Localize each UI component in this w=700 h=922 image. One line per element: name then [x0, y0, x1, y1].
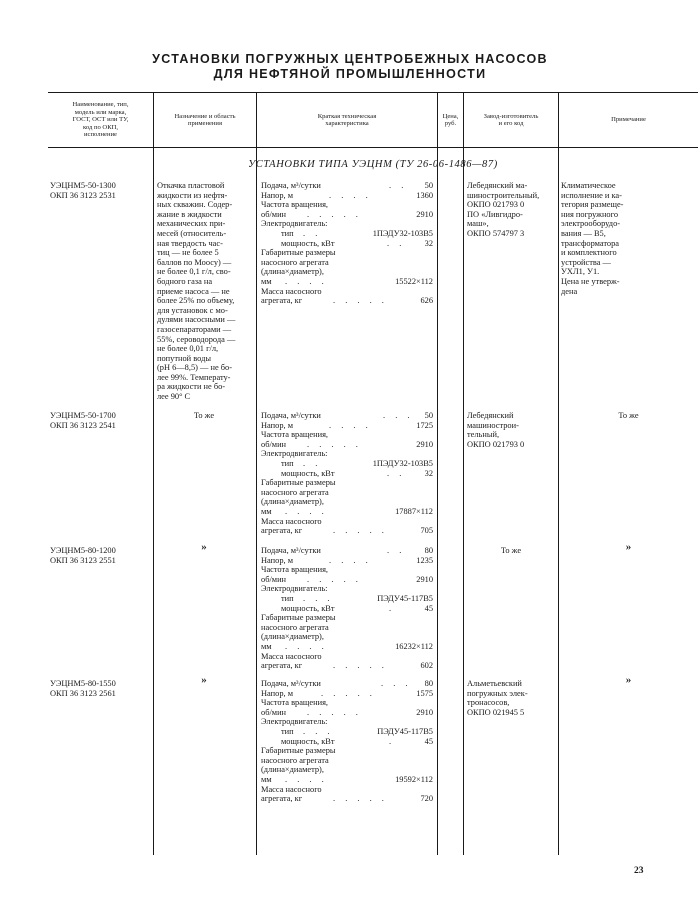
- spec-label-dims: (длина×диаметр),: [261, 632, 324, 642]
- column-divider-4: [463, 92, 464, 855]
- note-line: исполнение и ка-: [561, 190, 622, 200]
- product-okp: ОКП 36 3123 2541: [50, 420, 116, 430]
- header-note: [559, 98, 698, 142]
- header-note-line: Примечание: [611, 116, 646, 124]
- row4-purpose: [157, 676, 251, 686]
- header-spec: [257, 98, 437, 142]
- maker-line: Лебедянский ма-: [467, 181, 528, 190]
- spec-label-power: мощность, кВт: [281, 238, 335, 248]
- purpose-line: жание в жидкости: [157, 209, 222, 219]
- row1-name: [50, 181, 150, 200]
- spec-label-dims: насосного агрегата: [261, 755, 329, 765]
- spec-motor-type-value: 1ПЭДУ32-103В5: [372, 458, 433, 468]
- purpose-line: ра жидкости не бо-: [157, 382, 226, 392]
- spec-label-motor: Электродвигатель:: [261, 717, 328, 727]
- spec-mass-value: 602: [420, 661, 433, 671]
- row3-note: [559, 543, 698, 553]
- spec-label-dims: (длина×диаметр),: [261, 765, 324, 775]
- spec-mass-value: 705: [420, 526, 433, 536]
- header-name-line: модель или марка,: [74, 108, 127, 116]
- header-name-line: Наименование, тип,: [72, 101, 129, 109]
- spec-label-type: тип: [281, 593, 294, 603]
- spec-label-motor: Электродвигатель:: [261, 219, 328, 229]
- note-ditto: »: [625, 674, 632, 686]
- purpose-line: попутной воды: [157, 353, 211, 363]
- note-ditto: »: [625, 541, 632, 553]
- spec-speed-value: 2910: [416, 707, 433, 717]
- note-line: электрооборудо-: [561, 219, 621, 229]
- spec-label-dims: (длина×диаметр),: [261, 497, 324, 507]
- maker-line: машинострои-: [467, 420, 519, 430]
- spec-flow-value: 80: [424, 546, 433, 555]
- header-name-line: исполнение: [84, 131, 117, 139]
- spec-motor-type-value: ПЭДУ45-117В5: [377, 726, 433, 736]
- spec-label-mass: Масса насосного: [261, 516, 322, 526]
- row1-note: [561, 181, 661, 296]
- header-purpose: [154, 98, 256, 142]
- spec-label-flow: Подача, м³/сутки: [261, 411, 321, 420]
- purpose-line: более 25% по объему,: [157, 296, 235, 306]
- spec-label-mass: агрегата, кг: [261, 661, 303, 671]
- spec-power-value: 32: [424, 238, 433, 248]
- maker-line: ОКПО 021945 5: [467, 707, 525, 717]
- spec-label-speed: Частота вращения,: [261, 698, 329, 708]
- maker-line: маш»,: [467, 219, 489, 229]
- spec-motor-type-value: ПЭДУ45-117В5: [377, 593, 433, 603]
- row4-spec: Подача, м³/сутки . . . 80 Напор, м . . . . . 1575 Частота вращения, об/мин . . . . . 2910 Электродвигатель: тип . . . ПЭДУ45-117В5 мощность, кВт . 45 Габаритные размеры насосного агрегата (длина×диаметр), мм . . . . 19592×112 Масса насосного агрегата, кг . . . . . 720: [261, 679, 433, 804]
- spec-head-value: 1575: [416, 688, 433, 698]
- spec-label-head: Напор, м: [261, 688, 293, 698]
- spec-label-mass: Масса насосного: [261, 784, 322, 794]
- spec-label-speed-unit: об/мин: [261, 707, 287, 717]
- purpose-line: тиц — не более 5: [157, 248, 219, 258]
- row1-maker: [467, 181, 555, 239]
- spec-label-power: мощность, кВт: [281, 468, 335, 478]
- page-title-line1: УСТАНОВКИ ПОГРУЖНЫХ ЦЕНТРОБЕЖНЫХ НАСОСОВ: [152, 52, 548, 66]
- note-line: тегория размеще-: [561, 200, 624, 210]
- row2-maker: [467, 411, 555, 449]
- purpose-line: не более 0,01 г/л,: [157, 344, 219, 354]
- row3-maker: [464, 546, 558, 556]
- page-title-line2: ДЛЯ НЕФТЯНОЙ ПРОМЫШЛЕННОСТИ: [213, 67, 487, 81]
- spec-label-speed-unit: об/мин: [261, 574, 287, 584]
- spec-label-flow: Подача, м³/сутки: [261, 679, 321, 688]
- spec-flow-value: 80: [424, 679, 433, 688]
- purpose-line: лее 90° С: [157, 392, 191, 402]
- maker-line: ПО «Ливгидро-: [467, 209, 523, 219]
- row2-note: [559, 411, 698, 421]
- header-price-line: Цена,: [442, 112, 459, 120]
- spec-label-mass: агрегата, кг: [261, 794, 303, 804]
- row4-note: [559, 676, 698, 686]
- spec-label-flow: Подача, м³/сутки: [261, 546, 321, 555]
- note-line: трансформатора: [561, 238, 620, 248]
- spec-label-head: Напор, м: [261, 555, 293, 565]
- maker-line: Альметьевский: [467, 679, 522, 688]
- spec-label-head: Напор, м: [261, 190, 293, 200]
- row1-purpose: [157, 181, 251, 402]
- row2-spec: Подача, м³/сутки . . . 50 Напор, м . . . . 1725 Частота вращения, об/мин . . . . . 2910 Электродвигатель: тип . . 1ПЭДУ32-103В5 мощность, кВт . . 32 Габаритные размеры насосного агрегата (длина×диаметр), мм . . . . 17887×112 Масса насосного агрегата, кг . . . . . 705: [261, 411, 433, 536]
- purpose-line: ная твердость час-: [157, 238, 223, 248]
- spec-label-motor: Электродвигатель:: [261, 449, 328, 459]
- spec-power-value: 45: [424, 603, 433, 613]
- spec-label-dims: насосного агрегата: [261, 257, 329, 267]
- purpose-line: для установок с мо-: [157, 305, 228, 315]
- note-line: устройства —: [561, 257, 611, 267]
- spec-label-mass: Масса насосного: [261, 651, 322, 661]
- column-divider-5: [558, 92, 559, 855]
- row2-name: [50, 411, 150, 430]
- header-name: [48, 98, 153, 142]
- maker-line: тельный,: [467, 430, 500, 440]
- spec-mass-value: 626: [420, 296, 433, 306]
- page-number: 23: [634, 866, 644, 876]
- maker-line: шиностроительный,: [467, 190, 540, 200]
- note-line: вания — В5,: [561, 228, 606, 238]
- section-title: УСТАНОВКИ ТИПА УЭЦНМ (ТУ 26-06-1486—87): [248, 159, 498, 170]
- purpose-line: не более 0,1 г/л, сво-: [157, 267, 231, 277]
- spec-label-motor: Электродвигатель:: [261, 584, 328, 594]
- purpose-line: дулями насосными —: [157, 315, 236, 325]
- header-maker-line: Завод-изготовитель: [483, 112, 539, 120]
- spec-label-dims: Габаритные размеры: [261, 248, 336, 258]
- maker-line: ОКПО 021793 0: [467, 439, 525, 449]
- spec-label-dims-unit: мм: [261, 276, 272, 286]
- spec-label-dims: Габаритные размеры: [261, 746, 336, 756]
- spec-label-flow: Подача, м³/сутки: [261, 181, 321, 190]
- spec-label-speed-unit: об/мин: [261, 439, 287, 449]
- header-purpose-line: Назначение и область: [174, 112, 236, 120]
- purpose-line: 55%, сероводорода —: [157, 334, 236, 344]
- header-spec-line: характеристика: [325, 120, 369, 127]
- spec-label-power: мощность, кВт: [281, 603, 335, 613]
- purpose-line: лее 99%. Температу-: [157, 372, 231, 382]
- spec-power-value: 32: [424, 468, 433, 478]
- row4-name: [50, 679, 150, 698]
- maker-line: Лебедянский: [467, 411, 514, 420]
- spec-label-speed: Частота вращения,: [261, 200, 329, 210]
- spec-mass-value: 720: [420, 794, 433, 804]
- spec-speed-value: 2910: [416, 209, 433, 219]
- spec-dims-value: 19592×112: [395, 774, 433, 784]
- purpose-line: месей (относитель-: [157, 228, 227, 238]
- purpose-line: (рН 6—8,5) — не бо-: [157, 363, 233, 373]
- spec-label-head: Напор, м: [261, 420, 293, 430]
- spec-label-dims: Габаритные размеры: [261, 613, 336, 623]
- row3-spec: Подача, м³/сутки . . 80 Напор, м . . . . 1235 Частота вращения, об/мин . . . . . 2910 Электродвигатель: тип . . . ПЭДУ45-117В5 мощность, кВт . 45 Габаритные размеры насосного агрегата (длина×диаметр), мм . . . . 16232×112 Масса насосного агрегата, кг . . . . . 602: [261, 546, 433, 671]
- spec-label-type: тип: [281, 726, 294, 736]
- purpose-line: механических при-: [157, 219, 226, 229]
- spec-dims-value: 15522×112: [395, 276, 433, 286]
- spec-head-value: 1725: [416, 420, 433, 430]
- maker-line: погружных элек-: [467, 688, 528, 698]
- maker-ditto: То же: [500, 546, 522, 555]
- product-name: УЭЦНМ5-50-1700: [50, 411, 116, 420]
- note-line: Климатическое: [561, 181, 616, 190]
- purpose-line: бодного газа на: [157, 276, 213, 286]
- note-line: УХЛ1, У1.: [561, 267, 600, 277]
- product-okp: ОКП 36 3123 2551: [50, 555, 116, 565]
- column-divider-2: [256, 92, 257, 855]
- header-name-line: ГОСТ, ОСТ или ТУ,: [72, 116, 129, 124]
- spec-head-value: 1360: [416, 190, 433, 200]
- row3-name: [50, 546, 150, 565]
- header-maker-line: и его код: [498, 120, 524, 127]
- spec-label-speed: Частота вращения,: [261, 430, 329, 440]
- spec-head-value: 1235: [416, 555, 433, 565]
- spec-speed-value: 2910: [416, 439, 433, 449]
- spec-label-type: тип: [281, 228, 294, 238]
- spec-label-type: тип: [281, 458, 294, 468]
- purpose-line: баллов по Моосу) —: [157, 257, 232, 267]
- purpose-ditto: »: [201, 674, 207, 686]
- note-ditto: То же: [618, 411, 639, 420]
- header-spec-line: Краткая техническая: [317, 112, 377, 120]
- row1-spec: Подача, м³/сутки . . 50 Напор, м . . . . 1360 Частота вращения, об/мин . . . . . 2910 Электродвигатель: тип . . 1ПЭДУ32-103В5 мощность, кВт . . 32 Габаритные размеры насосного агрегата (длина×диаметр), мм . . . . 15522×112 Масса насосного агрегата, кг . . . . . 626: [261, 181, 433, 306]
- purpose-line: жидкости из нефтя-: [157, 190, 228, 200]
- row2-purpose: [157, 411, 251, 421]
- spec-label-dims: Габаритные размеры: [261, 478, 336, 488]
- row3-purpose: [157, 543, 251, 553]
- note-line: дена: [561, 286, 578, 296]
- column-divider-3: [437, 92, 438, 855]
- spec-dims-value: 16232×112: [395, 641, 433, 651]
- spec-label-dims: насосного агрегата: [261, 622, 329, 632]
- note-line: Цена не утверж-: [561, 276, 620, 286]
- spec-label-dims: (длина×диаметр),: [261, 267, 324, 277]
- maker-line: ОКПО 574797 3: [467, 228, 525, 238]
- table-top-rule: [48, 92, 698, 93]
- purpose-line: ных скважин. Содер-: [157, 200, 233, 210]
- note-line: и комплектного: [561, 248, 617, 258]
- spec-label-mass: Масса насосного: [261, 286, 322, 296]
- column-divider-1: [153, 92, 154, 855]
- header-price: [438, 98, 463, 142]
- product-okp: ОКП 36 3123 2561: [50, 688, 116, 698]
- spec-dims-value: 17887×112: [395, 506, 433, 516]
- spec-label-dims: насосного агрегата: [261, 487, 329, 497]
- maker-line: ОКПО 021793 0: [467, 200, 525, 210]
- spec-label-speed: Частота вращения,: [261, 565, 329, 575]
- spec-speed-value: 2910: [416, 574, 433, 584]
- spec-flow-value: 50: [424, 181, 433, 190]
- product-okp: ОКП 36 3123 2531: [50, 190, 116, 200]
- purpose-line: газосепараторами —: [157, 324, 232, 334]
- spec-label-mass: агрегата, кг: [261, 526, 303, 536]
- spec-flow-value: 50: [424, 411, 433, 420]
- header-maker: [464, 98, 558, 142]
- row4-maker: [467, 679, 555, 717]
- spec-power-value: 45: [424, 736, 433, 746]
- purpose-line: приеме насоса — не: [157, 286, 230, 296]
- maker-line: тронасосов,: [467, 698, 510, 708]
- product-name: УЭЦНМ5-50-1300: [50, 181, 116, 190]
- spec-label-dims-unit: мм: [261, 641, 272, 651]
- header-price-line: руб.: [444, 120, 457, 127]
- spec-motor-type-value: 1ПЭДУ32-103В5: [372, 228, 433, 238]
- note-line: ния погружного: [561, 209, 619, 219]
- purpose-line: Откачка пластовой: [157, 181, 225, 190]
- header-bottom-rule: [48, 147, 698, 148]
- spec-label-dims-unit: мм: [261, 506, 272, 516]
- product-name: УЭЦНМ5-80-1200: [50, 546, 116, 555]
- header-name-line: код по ОКП,: [82, 123, 119, 131]
- spec-label-speed-unit: об/мин: [261, 209, 287, 219]
- purpose-ditto: »: [201, 541, 207, 553]
- spec-label-power: мощность, кВт: [281, 736, 335, 746]
- header-purpose-line: применения: [188, 120, 222, 127]
- spec-label-dims-unit: мм: [261, 774, 272, 784]
- spec-label-mass: агрегата, кг: [261, 296, 303, 306]
- purpose-ditto: То же: [193, 411, 215, 420]
- product-name: УЭЦНМ5-80-1550: [50, 679, 116, 688]
